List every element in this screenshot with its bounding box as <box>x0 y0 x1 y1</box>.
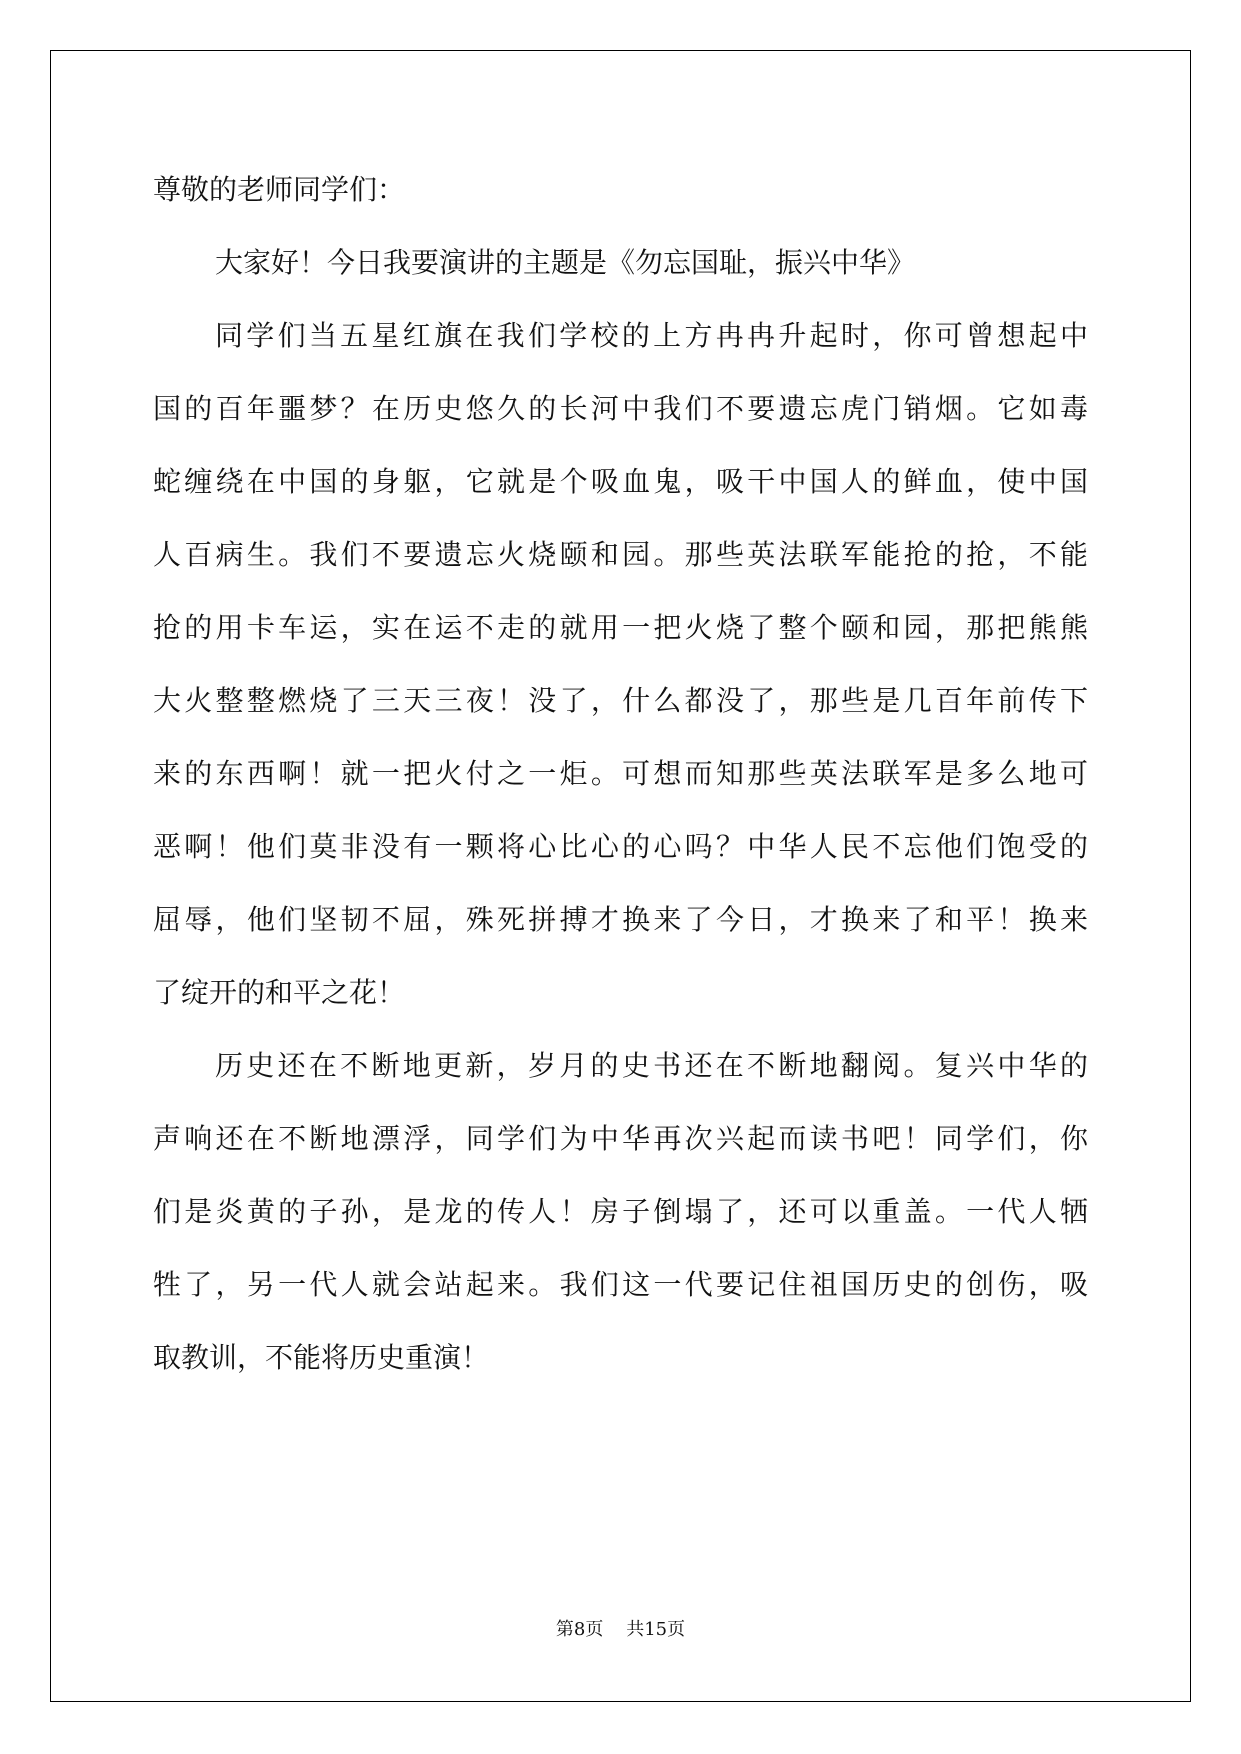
paragraph-line: 人百病生。我们不要遗忘火烧颐和园。那些英法联军能抢的抢，不能 <box>153 538 1088 571</box>
paragraph-line: 取教训，不能将历史重演！ <box>153 1341 490 1374</box>
page-footer <box>0 1618 1241 1642</box>
paragraph-line: 大火整整燃烧了三天三夜！没了，什么都没了，那些是几百年前传下 <box>153 684 1088 717</box>
paragraph-line: 历史还在不断地更新，岁月的史书还在不断地翻阅。复兴中华的 <box>215 1049 1088 1082</box>
page-border <box>50 50 1191 1702</box>
paragraph-line: 来的东西啊！就一把火付之一炬。可想而知那些英法联军是多么地可 <box>153 757 1088 790</box>
paragraph-line: 国的百年噩梦？在历史悠久的长河中我们不要遗忘虎门销烟。它如毒 <box>153 392 1088 425</box>
page-number: 第8页 <box>555 1619 604 1640</box>
paragraph-line: 蛇缠绕在中国的身躯，它就是个吸血鬼，吸干中国人的鲜血，使中国 <box>153 465 1088 498</box>
paragraph-line: 同学们当五星红旗在我们学校的上方冉冉升起时，你可曾想起中 <box>215 319 1088 352</box>
salutation: 尊敬的老师同学们： <box>153 173 406 206</box>
paragraph-line: 屈辱，他们坚韧不屈，殊死拼搏才换来了今日，才换来了和平！换来 <box>153 903 1088 936</box>
paragraph-line: 牲了，另一代人就会站起来。我们这一代要记住祖国历史的创伤，吸 <box>153 1268 1088 1301</box>
paragraph-line: 大家好！今日我要演讲的主题是《勿忘国耻，振兴中华》 <box>215 246 916 279</box>
paragraph-line: 抢的用卡车运，实在运不走的就用一把火烧了整个颐和园，那把熊熊 <box>153 611 1088 644</box>
page-total: 共15页 <box>626 1619 686 1640</box>
paragraph-line: 们是炎黄的子孙，是龙的传人！房子倒塌了，还可以重盖。一代人牺 <box>153 1195 1088 1228</box>
paragraph-line: 声响还在不断地漂浮，同学们为中华再次兴起而读书吧！同学们，你 <box>153 1122 1088 1155</box>
paragraph-line: 恶啊！他们莫非没有一颗将心比心的心吗？中华人民不忘他们饱受的 <box>153 830 1088 863</box>
paragraph-line: 了绽开的和平之花！ <box>153 976 406 1009</box>
